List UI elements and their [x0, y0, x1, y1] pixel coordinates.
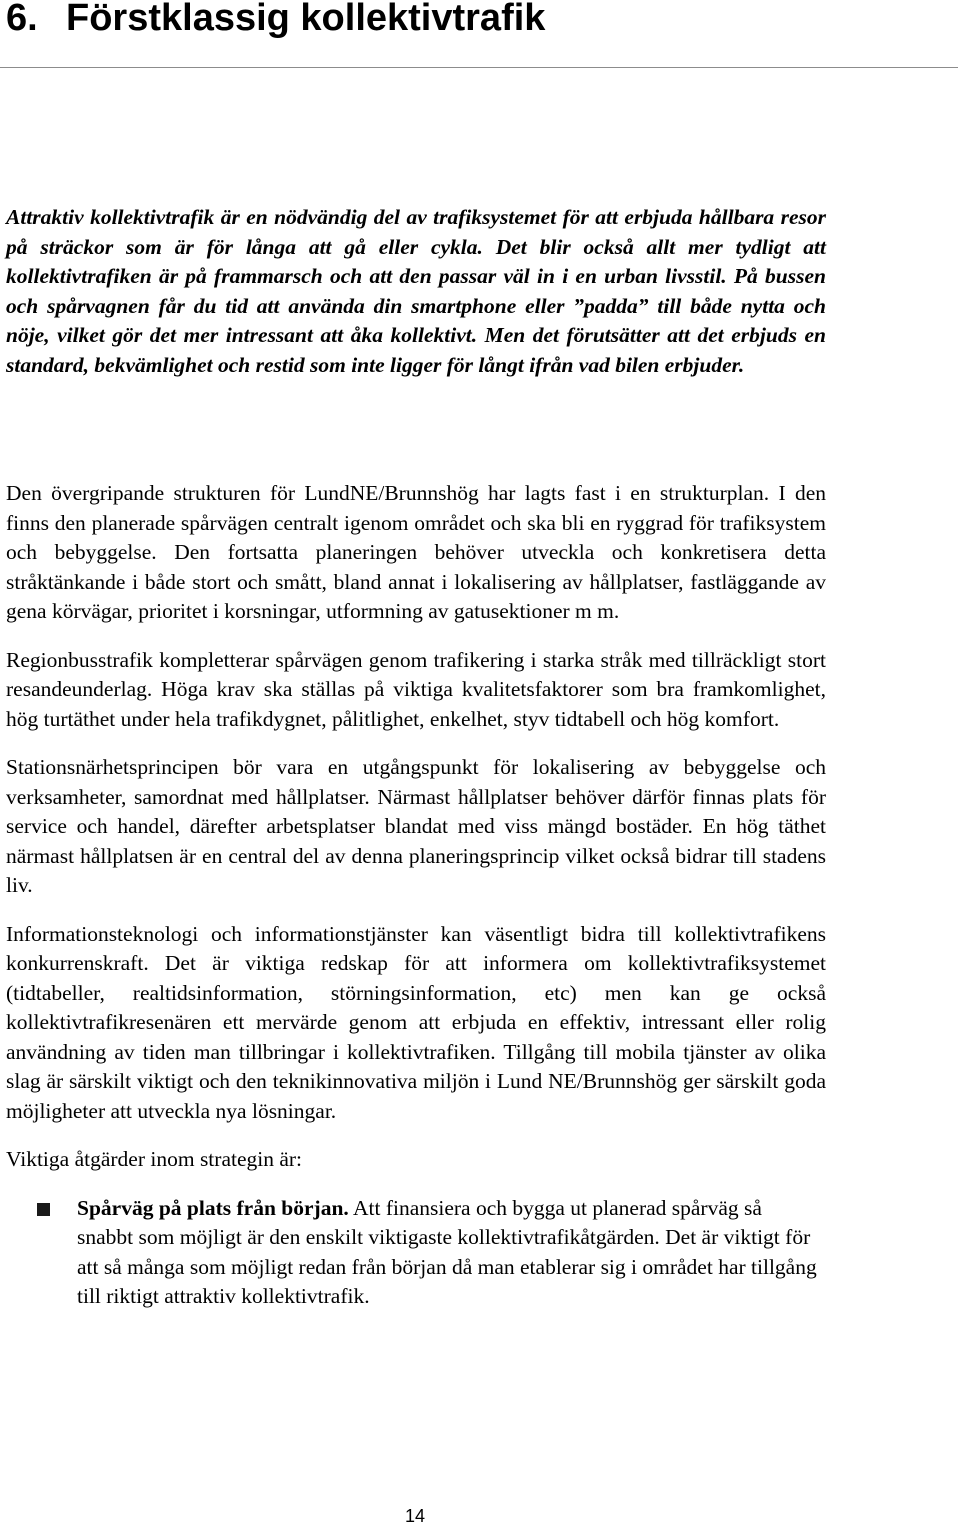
paragraph-measures-intro: Viktiga åtgärder inom strategin är: — [6, 1147, 303, 1171]
list-item — [6, 1194, 817, 1312]
square-bullet-icon — [37, 1203, 50, 1216]
main-text — [6, 479, 826, 1312]
list-item-title: Spårväg på plats från början. — [77, 1195, 349, 1220]
paragraph-station-proximity: Stationsnärhetsprincipen bör vara en utgångspunkt för lokalisering av bebyggelse och verksamheter, samordnat med hållplatser. Närmast hållplatser behöver därför finnas plats för service och handel, därefter arbetsplatser blandat med viss mängd bostäder. En hög täthet närmast hållplatsen är en central del av denna planeringsprincip vilket också bidrar till stadens liv. — [6, 755, 826, 897]
lead-paragraph: Attraktiv kollektivtrafik är en nödvändig del av trafiksystemet för att erbjuda hållbara resor på sträckor som är för långa att gå eller cykla. Det blir också allt mer tydligt att kollektivtrafiken är på frammarsch och att den passar väl in i en urban livsstil. På bussen och spårvagnen får du tid att använda din smartphone eller ”padda” till både nytta och nöje, vilket gör det mer intressant att åka kollektivt. Men det förutsätter att det erbjuds en standard, bekvämlighet och restid som inte ligger för långt ifrån vad bilen erbjuder. — [6, 205, 826, 377]
measures-list — [6, 1194, 826, 1312]
chapter-number: 6. — [6, 0, 38, 39]
page-number: 14 — [404, 1506, 426, 1526]
paragraph-regional-bus: Regionbusstrafik kompletterar spårvägen genom trafikering i starka stråk med tillräckligt stort resandeunderlag. Höga krav ska ställas på viktiga kvalitetsfaktorer som bra framkomlighet, hög turtäthet under hela trafikdygnet, pålitlighet, enkelhet, styv tidtabell och hög komfort. — [6, 647, 826, 731]
list-item-text: Att finansiera och bygga ut planerad spårväg så snabbt som möjligt är den enskilt viktigaste kollektivtrafikåtgärden. Det är viktigt för att så många som möjligt redan från början då man etablerar sig i området har tillgång till riktigt attraktiv kollektivtrafik. — [77, 1195, 817, 1308]
paragraph-structure-plan: Den övergripande strukturen för LundNE/Brunnshög har lagts fast i en strukturplan. I den finns den planerade spårvägen centralt igenom området och ska bli en ryggrad för trafiksystem och bebyggelse. Den fortsatta planeringen behöver utveckla och konkretisera detta stråktänkande i både stort och smått, bland annat i lokalisering av hållplatser, fastläggande av gena körvägar, prioritet i korsningar, utformning av gatusektioner m m. — [6, 481, 826, 623]
chapter-title: Förstklassig kollektivtrafik — [66, 0, 546, 39]
chapter-heading — [6, 0, 545, 42]
paragraph-information-technology: Informationsteknologi och informationstjänster kan väsentligt bidra till kollektivtrafikens konkurrenskraft. Det är viktiga redskap för att informera om kollektivtrafiksystemet (tidtabeller, realtidsinformation, störningsinformation, etc) men kan ge också kollektivtrafikresenären ett mervärde genom att erbjuda en effektiv, intressant eller rolig användning av tiden man tillbringar i kollektivtrafiken. Tillgång till mobila tjänster av olika slag är särskilt viktigt och den teknikinnovativa miljön i Lund NE/Brunnshög ger särskilt goda möjligheter att utveckla nya lösningar. — [6, 921, 826, 1123]
heading-rule — [0, 67, 958, 68]
